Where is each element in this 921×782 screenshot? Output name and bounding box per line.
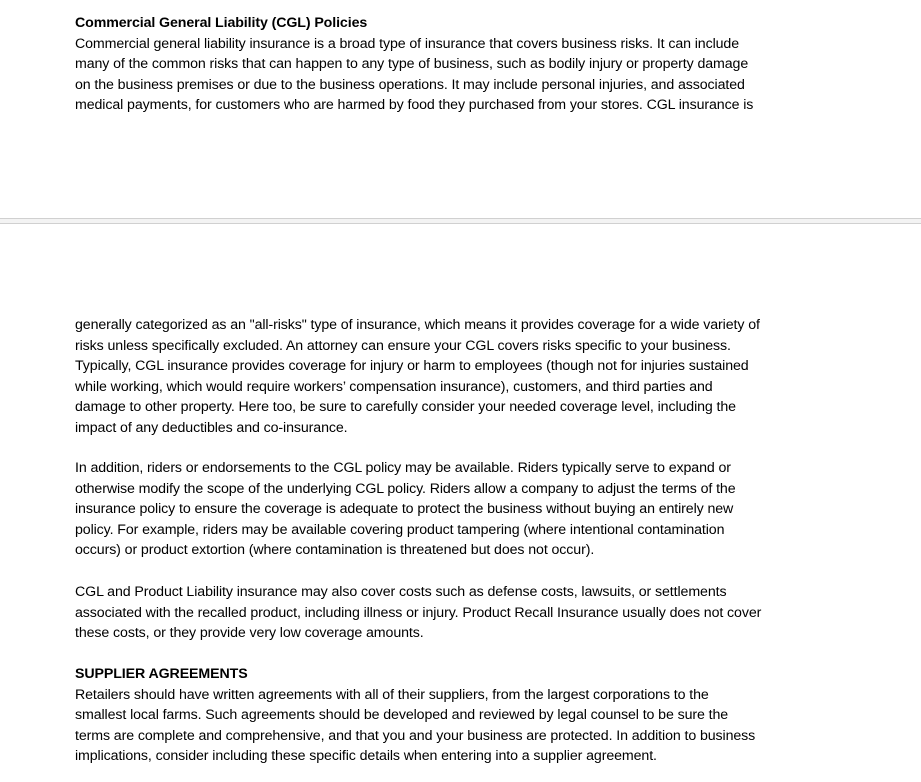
text-line: Typically, CGL insurance provides coverage for injury or harm to employees (though not for injuries sustained (75, 358, 749, 375)
section-heading-supplier-agreements: SUPPLIER AGREEMENTS (75, 666, 248, 682)
text-line: medical payments, for customers who are harmed by food they purchased from your stores. CGL insurance is (75, 97, 754, 114)
text-line: occurs) or product extortion (where contamination is threatened but does not occur). (75, 542, 595, 559)
text-line: policy. For example, riders may be available covering product tampering (where intentional contamination (75, 521, 725, 538)
text-line: while working, which would require workers’ compensation insurance), customers, and third parties and (75, 378, 713, 395)
text-line: on the business premises or due to the business operations. It may include personal injuries, and associated (75, 76, 745, 93)
text-line: CGL and Product Liability insurance may also cover costs such as defense costs, lawsuits, or settlements (75, 584, 727, 600)
document-page-1 (0, 0, 921, 218)
text-line: these costs, or they provide very low coverage amounts. (75, 625, 424, 642)
text-line: smallest local farms. Such agreements should be developed and reviewed by legal counsel to be sure the (75, 707, 729, 724)
text-line: impact of any deductibles and co-insurance. (75, 419, 348, 436)
paragraph-cgl-continued (75, 315, 845, 439)
text-line: insurance policy to ensure the coverage is adequate to protect the business without buying an entirely new (75, 501, 734, 518)
paragraph-product-liability (75, 582, 845, 644)
text-line: damage to other property. Here too, be sure to carefully consider your needed coverage level, including the (75, 399, 736, 416)
section-heading-cgl: Commercial General Liability (CGL) Policies (75, 15, 368, 31)
text-line: In addition, riders or endorsements to the CGL policy may be available. Riders typically serve to expand or (75, 460, 731, 476)
text-line: implications, consider including these specific details when entering into a supplier agreement. (75, 748, 657, 765)
paragraph-riders (75, 458, 845, 561)
document-page-2 (0, 224, 921, 782)
text-line: terms are complete and comprehensive, and that you and your business are protected. In addition to business (75, 727, 756, 744)
text-line: risks unless specifically excluded. An attorney can ensure your CGL covers risks specific to your business. (75, 337, 731, 354)
text-line: otherwise modify the scope of the underlying CGL policy. Riders allow a company to adjust the terms of the (75, 480, 736, 497)
text-line: Retailers should have written agreements with all of their suppliers, from the largest corporations to the (75, 686, 709, 703)
text-line: associated with the recalled product, including illness or injury. Product Recall Insurance usually does not cover (75, 604, 762, 621)
text-line: many of the common risks that can happen to any type of business, such as bodily injury or property damage (75, 56, 749, 73)
supplier-agreements-section (75, 664, 845, 767)
text-line: Commercial general liability insurance is a broad type of insurance that covers business risks. It can include (75, 35, 740, 52)
cgl-section (75, 13, 845, 116)
text-line: generally categorized as an "all-risks" type of insurance, which means it provides coverage for a wide variety of (75, 317, 760, 333)
